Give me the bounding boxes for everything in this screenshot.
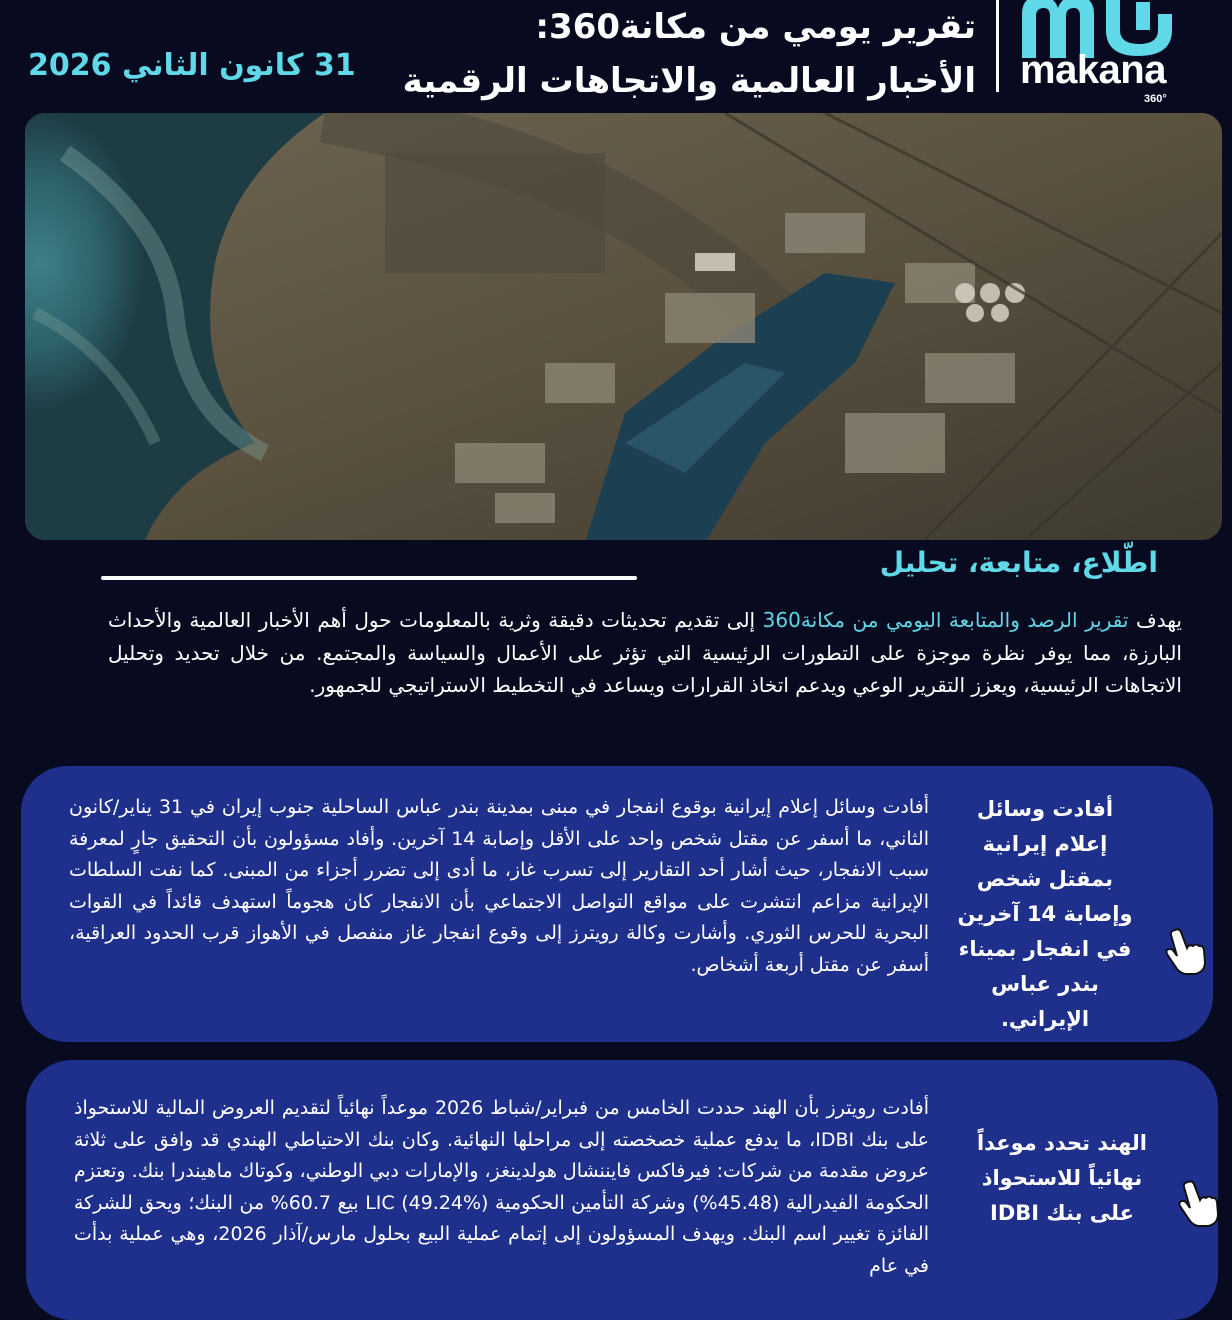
news-card-body: أفادت رويترز بأن الهند حددت الخامس من فبراير/شباط 2026 موعداً نهائياً لتقديم العروض المالية للاستحواذ على بنك IDBI، ما يدفع عملية خصخصته إلى مراحلها النهائية. وكان بنك الاحتياطي الهندي قد وافق على ثلاثة عروض مقدمة من شركات: فيرفاكس فايننشال هولدينغز، والإمارات دبي الوطني، وكوتاك ماهيندرا بنك. وتعتزم الحكومة الفيدرالية (45.48%) وشركة التأمين الحكومية LIC (49.24%) بيع 60.7% من البنك؛ ويحق للشركة الفائزة تغيير اسم البنك. ويهدف المسؤولون إلى إتمام عملية البيع بحلول مارس/آذار 2026، وهي عملية بدأت في عام: [73, 1097, 930, 1277]
news-card-2: [26, 1060, 1218, 1320]
hero-image: [25, 113, 1222, 540]
pointing-hand-icon: [1163, 926, 1207, 976]
makana-logo: [1018, 0, 1183, 112]
logo-wordmark: makana: [1020, 48, 1166, 92]
title-line-2: الأخبار العالمية والاتجاهات الرقمية: [402, 61, 976, 101]
intro-prefix: يهدف: [1128, 608, 1182, 632]
pointing-hand-icon: [1176, 1178, 1218, 1228]
report-header: [0, 0, 1232, 112]
intro-paragraph: [108, 604, 1182, 702]
news-card-1: [21, 766, 1213, 1042]
page-title: [336, 0, 976, 108]
news-card-headline: أفادت وسائل إعلام إيرانية بمقتل شخص وإصابة 14 آخرين في انفجار بميناء بندر عباس الإيراني.: [957, 797, 1133, 1031]
header-divider: [996, 0, 999, 92]
report-date: 31 كانون الثاني 2026: [28, 48, 356, 83]
intro-highlight: تقرير الرصد والمتابعة اليومي من مكانة360: [762, 608, 1129, 632]
logo-superscript: 360°: [1144, 93, 1167, 105]
news-card-body: أفادت وسائل إعلام إيرانية بوقوع انفجار في مبنى بمدينة بندر عباس الساحلية جنوب إيران في 31 يناير/كانون الثاني، ما أسفر عن مقتل شخص واحد على الأقل وإصابة 14 آخرين. وأفاد مسؤولون بأن التحقيق جارٍ لمعرفة سبب الانفجار، حيث أشار أحد التقارير إلى تسرب غاز، ما أدى إلى تضرر أجزاء من المبنى. كما نفت السلطات الإيرانية مزاعم انتشرت على مواقع التواصل الاجتماعي بأن الانفجار كان هجوماً استهدف قائداً في القوات البحرية للحرس الثوري. وأشارت وكالة رويترز إلى وقوع انفجار غاز منفصل في الأهواز قرب الحدود العراقية، أسفر عن مقتل أربعة أشخاص.: [69, 796, 929, 976]
news-card-headline: الهند تحدد موعداً نهائياً للاستحواذ على بنك IDBI: [976, 1131, 1148, 1225]
tagline-underline: [101, 576, 637, 580]
intro-text: إلى تقديم تحديثات دقيقة وثرية بالمعلومات حول أهم الأخبار العالمية والأحداث البارزة، مما يوفر نظرة موجزة على التطورات الرئيسية التي تؤثر على الأعمال والسياسة والمجتمع. من خلال تحديد وتحليل الاتجاهات الرئيسية، ويعزز التقرير الوعي ويدعم اتخاذ القرارات ويساعد في التخطيط الاستراتيجي للجمهور.: [108, 608, 1182, 697]
aerial-port-photo-icon: [25, 113, 1222, 540]
tagline: اطّلاع، متابعة، تحليل: [879, 546, 1158, 579]
title-line-1: تقرير يومي من مكانة360:: [535, 7, 976, 47]
